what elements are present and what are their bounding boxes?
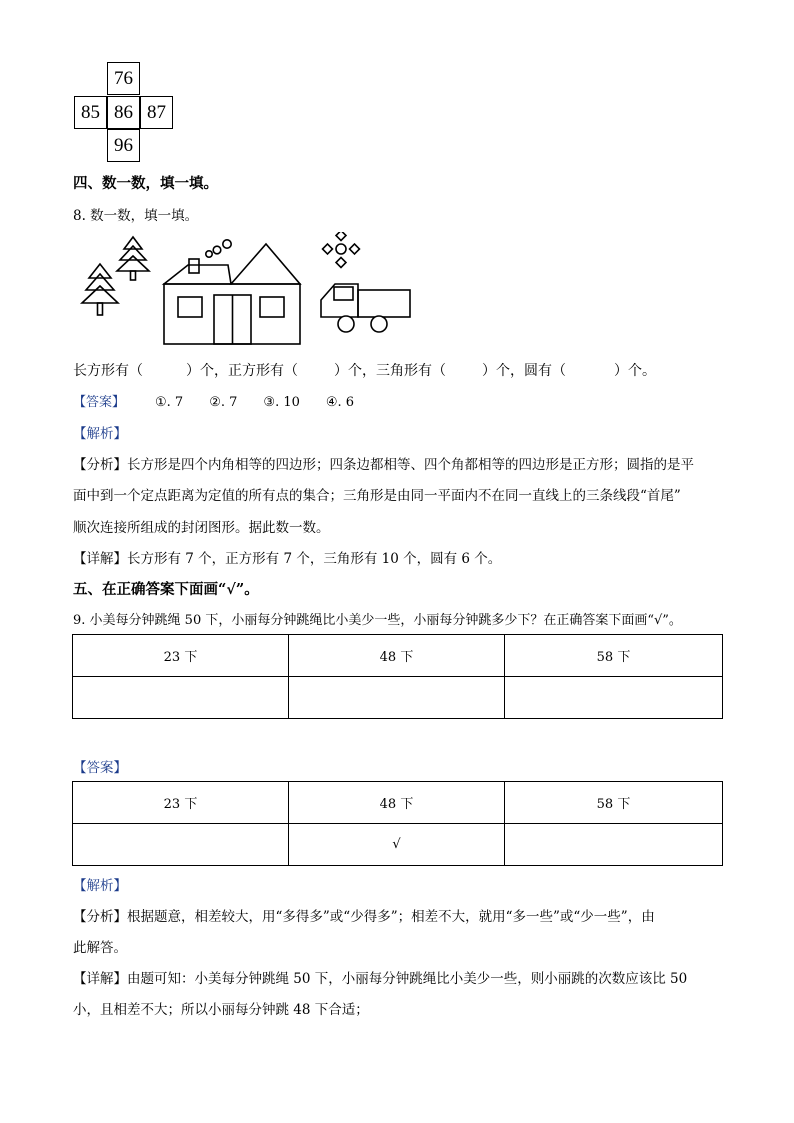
answer-mark-58 (505, 824, 723, 866)
xiangjie-line (73, 547, 501, 567)
section4-answers (73, 391, 380, 410)
table-row (73, 782, 723, 824)
truck-icon (321, 284, 410, 332)
answer-option-58: 58 下 (505, 782, 723, 824)
shapes-picture (76, 232, 416, 347)
section5-fenxi-line-2: 此解答。 (73, 940, 127, 956)
answer-mark-23 (73, 824, 289, 866)
flower-icon (323, 232, 360, 267)
house-icon (164, 240, 300, 344)
section5-xiangjie-tag: 【详解】 (73, 971, 127, 987)
fill-in-line (73, 360, 656, 380)
table-row (73, 635, 723, 677)
grid-cell-top: 76 (107, 62, 140, 95)
mark-cell-48[interactable] (289, 677, 505, 719)
tree-right-icon (117, 237, 149, 280)
fenxi-line-1 (73, 453, 694, 473)
section5-xiangjie-line-2: 小，且相差不大；所以小丽每分钟跳 48 下合适； (73, 1002, 369, 1018)
option-23: 23 下 (73, 635, 289, 677)
table-row (73, 824, 723, 866)
answer-tag: 【答案】 (73, 395, 126, 410)
answer-2: ②. 7 (209, 395, 238, 410)
xiangjie-text: 长方形有 7 个，正方形有 7 个，三角形有 10 个，圆有 6 个。 (127, 551, 502, 567)
fill-text-end: ）个。 (614, 363, 656, 379)
fill-text-square: ）个，正方形有（ (186, 363, 298, 379)
section5-answer-tag: 【答案】 (73, 760, 127, 776)
answer-table (72, 781, 723, 866)
jiexi-tag: 【解析】 (73, 426, 127, 442)
section4-title: 四、数一数，填一填。 (73, 175, 218, 192)
section5-fenxi-text-1: 根据题意，相差较大，用“多得多”或“少得多”；相差不大，就用“多一些”或“少一些”，由 (127, 909, 655, 925)
option-58: 58 下 (505, 635, 723, 677)
question-8: 8. 数一数，填一填。 (73, 208, 199, 224)
section5-title: 五、在正确答案下面画“√”。 (73, 581, 259, 598)
question-9-table (72, 634, 723, 719)
fenxi-line-3: 顺次连接所组成的封闭图形。据此数一数。 (73, 520, 330, 536)
mark-cell-58[interactable] (505, 677, 723, 719)
answer-3: ③. 10 (263, 395, 300, 410)
question-9: 9. 小美每分钟跳绳 50 下，小丽每分钟跳绳比小美少一些，小丽每分钟跳多少下？在正确答案下面画“√”。 (73, 613, 682, 628)
answer-mark-48: √ (289, 824, 505, 866)
mark-cell-23[interactable] (73, 677, 289, 719)
answer-option-23: 23 下 (73, 782, 289, 824)
fenxi-tag: 【分析】 (73, 457, 127, 473)
fenxi-text-1: 长方形是四个内角相等的四边形；四条边都相等、四个角都相等的四边形是正方形；圆指的是平 (127, 457, 694, 473)
section5-jiexi-tag: 【解析】 (73, 878, 127, 894)
fill-text-circle: ）个，圆有（ (482, 363, 566, 379)
grid-cell-center: 86 (107, 96, 140, 129)
grid-cell-bottom: 96 (107, 129, 140, 162)
section5-xiangjie-text-1: 由题可知：小美每分钟跳绳 50 下，小丽每分钟跳绳比小美少一些，则小丽跳的次数应该比 50 (127, 971, 688, 987)
answer-1: ①. 7 (155, 395, 184, 410)
answer-option-48: 48 下 (289, 782, 505, 824)
table-row (73, 677, 723, 719)
section5-xiangjie-line-1 (73, 967, 687, 987)
tree-left-icon (82, 264, 118, 315)
fill-text-triangle: ）个，三角形有（ (334, 363, 446, 379)
section5-fenxi-line-1 (73, 905, 655, 925)
xiangjie-tag: 【详解】 (73, 551, 127, 567)
fenxi-line-2: 面中到一个定点距离为定值的所有点的集合；三角形是由同一平面内不在同一直线上的三条线段“首尾” (73, 488, 681, 504)
section5-fenxi-tag: 【分析】 (73, 909, 127, 925)
option-48: 48 下 (289, 635, 505, 677)
grid-cell-right: 87 (140, 96, 173, 129)
fill-text-rect: 长方形有（ (73, 363, 143, 379)
grid-cell-left: 85 (74, 96, 107, 129)
answer-4: ④. 6 (325, 395, 355, 410)
